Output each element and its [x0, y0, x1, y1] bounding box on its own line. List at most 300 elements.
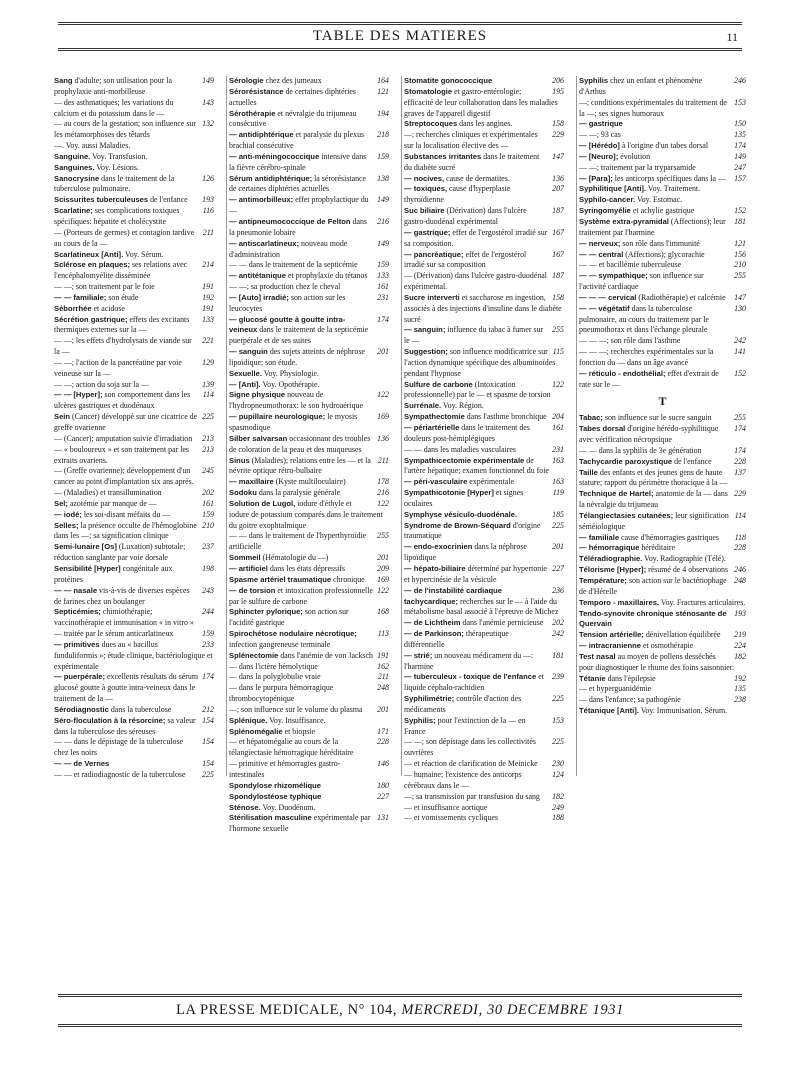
entry-page: 248: [734, 575, 746, 585]
entry-page: 153: [552, 715, 564, 725]
entry-page: 116: [202, 206, 214, 216]
entry-keyword: — — central: [579, 249, 624, 259]
entry-text: — — dans les maladies vasculaires: [404, 444, 516, 454]
entry-page: 202: [552, 618, 564, 628]
entry-keyword: — toxiques,: [404, 184, 448, 194]
entry-text: Voy. Insuffisance.: [269, 715, 326, 725]
entry-text: dues au « bacillus funduliformis »; étude clinique, bactériologique et expérimentale: [54, 639, 213, 671]
entry-keyword: Sommeil: [229, 553, 261, 563]
index-entry: [579, 130, 746, 141]
index-entry: [404, 759, 564, 770]
index-entry: [54, 770, 214, 781]
entry-text: — (Maladies) et transillumination: [54, 488, 162, 498]
entry-keyword: — primitives: [54, 639, 100, 649]
entry-text: Voy. Radiographie (Télé).: [644, 554, 726, 564]
entry-keyword: Sténose.: [229, 802, 261, 812]
entry-page: 164: [377, 76, 389, 85]
entry-keyword: Syphilis: [579, 76, 609, 85]
entry-page: 187: [552, 206, 564, 216]
index-entry: [229, 662, 389, 673]
index-entry: [404, 119, 564, 130]
entry-page: 181: [552, 650, 564, 660]
entry-text: — « bouloureux » et son traitement par les extraits ovariens.: [54, 444, 189, 465]
index-entry: [579, 336, 746, 347]
entry-page: 219: [734, 630, 746, 640]
entry-page: 237: [202, 542, 214, 552]
index-column-1: [54, 76, 214, 1070]
entry-page: 174: [377, 314, 389, 324]
index-entry: [54, 163, 214, 174]
entry-text: son action sur l'acidité gastrique: [229, 607, 349, 628]
entry-keyword: Sphincter pylorique;: [229, 607, 303, 617]
entry-text: — traitée par le sérum anticarlatineux: [54, 629, 174, 639]
entry-page: 228: [377, 737, 389, 747]
entry-text: à l'origine d'un tabes dorsal: [621, 141, 709, 151]
index-column-3: [404, 76, 564, 1070]
entry-text: dans les états dépressifs: [269, 563, 345, 573]
entry-text: leur signification séméiologique: [579, 510, 729, 531]
index-entry: [54, 119, 214, 141]
index-entry: [579, 684, 746, 695]
index-entry: [404, 401, 564, 412]
index-entry: [579, 347, 746, 369]
index-entry: [54, 152, 214, 163]
entry-page: 245: [202, 466, 214, 476]
entry-text: thérapeutique différentielle: [404, 629, 509, 649]
entry-keyword: — [Anti].: [229, 379, 261, 389]
index-entry: [229, 488, 389, 499]
entry-text: résumé de 4 observations: [648, 565, 729, 575]
entry-text: azotémie par manque de —: [69, 498, 157, 508]
footer-text: [58, 1002, 742, 1019]
entry-keyword: Scarlatine;: [54, 206, 93, 216]
entry-page: 122: [377, 390, 389, 400]
entry-keyword: Télangiectasies cutanées;: [579, 510, 674, 520]
entry-keyword: — familiale: [579, 532, 620, 542]
entry-page: 161: [552, 423, 564, 432]
index-entry: [404, 174, 564, 185]
index-entry: [54, 737, 214, 759]
entry-page: 248: [377, 683, 389, 693]
index-entry: [404, 293, 564, 326]
entry-page: 129: [202, 357, 214, 367]
index-entry: [404, 456, 564, 478]
index-entry: [404, 792, 564, 803]
index-entry: [579, 206, 746, 217]
entry-page: 229: [552, 130, 564, 140]
index-entry: [229, 499, 389, 532]
index-entry: [229, 195, 389, 217]
entry-page: 188: [552, 813, 564, 823]
entry-page: 231: [552, 444, 564, 454]
index-entry: [229, 607, 389, 629]
entry-text: — — dans le traitement de l'hyperthyroïdie artificielle: [229, 531, 367, 552]
entry-text: effet de l'ergostérol irradié sur sa composition.: [404, 227, 548, 248]
entry-keyword: Sel;: [54, 498, 68, 508]
index-entry: [404, 271, 564, 293]
entry-text: — —; sa production chez le cheval: [229, 282, 341, 292]
entry-page: 255: [552, 325, 564, 335]
entry-keyword: — — nasale: [54, 585, 98, 595]
entry-text: son comportement dans les ulcères gastriques et duodénaux: [54, 390, 191, 411]
entry-page: 193: [734, 608, 746, 618]
entry-text: et acidose: [93, 303, 125, 313]
entry-page: 122: [552, 379, 564, 389]
index-entry: [54, 98, 214, 120]
entry-page: 202: [202, 488, 214, 498]
entry-keyword: Signe physique: [229, 390, 286, 400]
entry-page: 242: [734, 336, 746, 346]
entry-page: 204: [552, 412, 564, 422]
entry-page: 213: [202, 433, 214, 443]
index-entry: [54, 304, 214, 315]
column-divider: [576, 76, 577, 776]
index-entry: [404, 629, 564, 651]
entry-page: 162: [377, 661, 389, 671]
entry-text: —; conditions expérimentales du traitement de la —; ses signes humoraux: [579, 97, 727, 118]
index-entry: [404, 542, 564, 564]
entry-page: 230: [552, 759, 564, 769]
index-entry: [54, 564, 214, 586]
entry-text: — et hyperguanidémie: [579, 684, 652, 694]
index-entry: [404, 152, 564, 174]
entry-keyword: Spondylose rhizomélique: [229, 780, 321, 790]
entry-page: 185: [552, 509, 564, 519]
entry-page: 149: [377, 238, 389, 248]
index-entry: [579, 468, 746, 490]
entry-keyword: Sang: [54, 76, 73, 85]
entry-keyword: Stomatologie: [404, 86, 453, 96]
entry-text: son étude: [108, 292, 139, 302]
index-entry: [579, 576, 746, 598]
index-entry: [229, 130, 389, 152]
entry-page: 133: [377, 271, 389, 281]
index-entry: [54, 76, 214, 98]
entry-keyword: Sulfure de carbone: [404, 379, 473, 389]
entry-text: occasionnant des troubles de coloration de la peau et des muqueuses: [229, 433, 371, 454]
entry-page: 178: [377, 477, 389, 487]
entry-page: 138: [377, 173, 389, 183]
index-entry: [54, 705, 214, 716]
entry-page: 158: [552, 292, 564, 302]
entry-page: 216: [377, 216, 389, 226]
index-entry: [579, 641, 746, 652]
index-entry: [579, 565, 746, 576]
entry-keyword: Sanocrysine: [54, 173, 100, 183]
entry-keyword: Tendo-synovite chronique sténosante de Quervain: [579, 608, 727, 629]
entry-text: des enfants et des jeunes gens de haute stature; rapport du périmètre thoracique à la —: [579, 467, 728, 488]
index-entry: [579, 271, 746, 293]
index-entry: [54, 466, 214, 488]
index-entry: [54, 336, 214, 358]
entry-keyword: Semi-lunaire [Os]: [54, 542, 117, 552]
entry-keyword: — strié;: [404, 650, 433, 660]
index-entry: [54, 672, 214, 705]
index-entry: [404, 803, 564, 814]
index-entry: [54, 195, 214, 206]
entry-text: au moyen de pollens desséchés pour diagnostiquer le rhume des foins saisonnier.: [579, 651, 734, 672]
entry-page: 246: [734, 76, 746, 85]
footer-rule: [58, 994, 742, 997]
entry-text: et névralgie du trijumeau consécutive: [229, 108, 357, 129]
entry-page: 149: [734, 151, 746, 161]
index-entry: [229, 315, 389, 348]
entry-page: 156: [734, 249, 746, 259]
entry-text: — et hépatomégalie au cours de la télangiectasie hémorragique héréditaire: [229, 737, 354, 758]
page-number: 11: [726, 30, 738, 44]
entry-text: — — —; son rôle dans l'asthme: [579, 336, 681, 346]
entry-text: Voy. Région.: [443, 401, 484, 411]
entry-text: son action sur le bactériophage de d'Hérelle: [579, 575, 727, 596]
entry-page: 154: [202, 715, 214, 725]
page-header: [58, 22, 742, 48]
entry-text: et paralysie du plexus brachial consécutive: [229, 130, 365, 151]
index-entry: [54, 434, 214, 445]
entry-page: 141: [734, 347, 746, 357]
entry-keyword: Sucre interverti: [404, 292, 460, 302]
entry-keyword: — antipneumococcique de Felton: [229, 216, 351, 226]
entry-page: 113: [377, 629, 389, 639]
entry-page: 118: [734, 532, 746, 542]
entry-keyword: — iodé;: [54, 509, 82, 519]
entry-keyword: — pancréatique;: [404, 249, 464, 259]
entry-text: d'origine traumatique: [404, 520, 541, 541]
entry-page: 167: [552, 227, 564, 237]
entry-page: 255: [734, 413, 746, 423]
entry-page: 225: [552, 520, 564, 530]
entry-text: Voy. Transfusion.: [92, 151, 148, 161]
entry-page: 224: [734, 641, 746, 651]
index-entry: [229, 456, 389, 478]
index-entry: [404, 184, 564, 206]
index-entry: [579, 195, 746, 206]
entry-keyword: — puerpérale;: [54, 672, 106, 682]
entry-keyword: Sein: [54, 412, 71, 422]
index-entry: [404, 325, 564, 347]
entry-page: 167: [552, 249, 564, 259]
index-column-4: [579, 76, 746, 1070]
entry-text: — primitive et hémorragies gastro-intestinales: [229, 759, 341, 779]
entry-text: déterminé par hypertonie et hypercinésie de la vésicule: [404, 563, 547, 584]
entry-text: Voy. Estomac.: [636, 195, 683, 205]
entry-text: les anticorps spécifiques dans la —: [614, 173, 726, 183]
entry-page: 209: [377, 563, 389, 573]
index-entry: [229, 737, 389, 759]
entry-text: chez des jumeaux: [265, 76, 322, 85]
index-entry: [579, 543, 746, 554]
entry-text: chronique: [333, 574, 365, 584]
entry-text: congénitale aux protéines: [54, 563, 173, 584]
entry-text: — —; les effets d'hydrolysats de viande sur la —: [54, 336, 192, 357]
index-entry: [579, 598, 746, 609]
entry-page: 211: [202, 227, 214, 237]
entry-keyword: Système extra-pyramidal: [579, 216, 669, 226]
entry-text: (Radiothérapie) et calcémie: [638, 292, 726, 302]
entry-text: dans la néphrose lipoïdique: [404, 542, 527, 563]
entry-keyword: Sclérose en plaques;: [54, 260, 130, 270]
entry-text: dans la tuberculose: [110, 704, 172, 714]
entry-keyword: Splénomégalie: [229, 726, 283, 736]
index-entry: [579, 413, 746, 424]
entry-page: 169: [377, 412, 389, 422]
entry-text: expérimentale: [469, 477, 514, 487]
index-entry: [579, 695, 746, 706]
index-entry: [579, 174, 746, 185]
entry-page: 130: [734, 303, 746, 313]
entry-page: 210: [202, 520, 214, 530]
entry-keyword: Sympathectomie: [404, 412, 465, 422]
entry-page: 136: [552, 173, 564, 183]
entry-page: 152: [734, 368, 746, 378]
entry-page: 124: [552, 770, 564, 779]
index-entry: [229, 174, 389, 196]
entry-keyword: — maxillaire: [229, 477, 274, 487]
entry-keyword: — — de Vernes: [54, 759, 110, 769]
entry-page: 181: [734, 216, 746, 226]
entry-keyword: Séro-floculation à la résorcine;: [54, 715, 166, 725]
entry-page: 139: [202, 379, 214, 389]
index-entry: [229, 282, 389, 293]
index-entry: [579, 554, 746, 565]
entry-keyword: — antidiphtérique: [229, 130, 294, 140]
entry-page: 227: [552, 563, 564, 573]
entry-text: dans les angines.: [459, 119, 513, 129]
entry-text: dans le traitement de la septicémie puerpérale et de ses suites: [229, 325, 369, 346]
entry-text: — dans l'ictère hémolytique: [229, 661, 318, 671]
entry-page: 153: [734, 97, 746, 107]
entry-keyword: Selles;: [54, 520, 79, 530]
index-entry: [404, 651, 564, 673]
entry-text: — —; son dépistage dans les collectivités ouvrières: [404, 737, 536, 758]
entry-text: cause d'hémorragies gastriques: [621, 532, 719, 542]
entry-page: 182: [734, 651, 746, 661]
entry-page: 201: [377, 553, 389, 563]
entry-keyword: Tension artérielle;: [579, 630, 644, 640]
entry-text: — (Dérivation) dans l'ulcère gastro-duodénal expérimental.: [404, 271, 547, 292]
entry-keyword: Suggestion;: [404, 347, 448, 357]
entry-text: — et insuffisance aortique: [404, 802, 488, 812]
entry-text: évolution: [620, 151, 651, 161]
index-entry: [579, 652, 746, 674]
index-entry: [54, 521, 214, 543]
entry-keyword: Taille: [579, 467, 598, 477]
entry-page: 213: [202, 444, 214, 454]
entry-text: Voy. Sérum.: [125, 249, 164, 259]
entry-keyword: Scarlatineux [Anti].: [54, 249, 124, 259]
index-entry: [404, 206, 564, 228]
entry-page: 225: [202, 412, 214, 422]
entry-keyword: Sanguines.: [54, 162, 95, 172]
index-entry: [579, 511, 746, 533]
entry-page: 211: [377, 672, 389, 682]
entry-keyword: — — familiale;: [54, 292, 107, 302]
entry-page: 233: [202, 639, 214, 649]
entry-keyword: Spasme artériel traumatique: [229, 574, 332, 584]
index-entry: [229, 380, 389, 391]
index-entry: [54, 412, 214, 434]
entry-keyword: Tabes dorsal: [579, 424, 626, 434]
entry-page: 192: [202, 292, 214, 302]
entry-text: son influence sur l'activité cardiaque: [579, 271, 704, 292]
entry-page: 168: [377, 607, 389, 617]
index-entry: [229, 152, 389, 174]
entry-keyword: — nocives,: [404, 173, 445, 183]
entry-page: 236: [552, 585, 564, 595]
index-entry: [54, 759, 214, 770]
entry-text: intensive dans la fièvre cérébro-spinale: [229, 151, 367, 172]
column-divider: [226, 76, 227, 776]
index-entry: [404, 488, 564, 510]
entry-keyword: Téléradiographie.: [579, 554, 643, 564]
index-entry: [54, 542, 214, 564]
entry-keyword: — antitétanique: [229, 271, 286, 281]
entry-keyword: Spondylostéose typhique: [229, 791, 322, 801]
entry-page: 246: [734, 565, 746, 575]
entry-page: 216: [377, 488, 389, 498]
entry-keyword: Sanguine.: [54, 151, 91, 161]
index-entry: [404, 618, 564, 629]
entry-keyword: Sécrétion gastrique;: [54, 314, 128, 324]
index-entry: [404, 521, 564, 543]
entry-keyword: Streptocoques: [404, 119, 458, 129]
entry-keyword: Sensibilité [Hyper]: [54, 563, 121, 573]
index-entry: [229, 87, 389, 109]
index-entry: [579, 630, 746, 641]
entry-keyword: Surrénale.: [404, 401, 442, 411]
entry-page: 114: [734, 510, 746, 520]
entry-text: le myosis spasmodique: [229, 412, 358, 432]
entry-page: 152: [734, 206, 746, 216]
column-divider: [401, 76, 402, 776]
entry-text: —; sa transmission par transfusion du sang: [404, 791, 540, 801]
entry-keyword: Tétanie: [579, 673, 606, 683]
index-entry: [404, 250, 564, 272]
entry-page: 229: [734, 489, 746, 499]
index-entry: [229, 293, 389, 315]
entry-keyword: — [Para];: [579, 173, 613, 183]
entry-text: de l'enfance: [674, 456, 712, 466]
index-entry: [579, 457, 746, 468]
entry-keyword: Sérologie: [229, 76, 264, 85]
entry-text: Voy. Duodénum.: [262, 802, 316, 812]
entry-page: 207: [552, 184, 564, 194]
entry-page: 135: [734, 130, 746, 140]
index-entry: [229, 781, 389, 792]
entry-text: et signes oculaires: [404, 488, 524, 508]
entry-keyword: Sinus: [229, 455, 250, 465]
index-entry: [229, 76, 389, 87]
entry-text: des sujets atteints de néphrose lipoïdique; son étude.: [229, 347, 365, 367]
entry-page: 114: [202, 390, 214, 400]
entry-keyword: — tuberculeux - toxique de l'enfance: [404, 672, 537, 682]
index-entry: [229, 271, 389, 282]
entry-keyword: — sanguin;: [404, 325, 446, 335]
entry-keyword: — — [Hyper];: [54, 390, 103, 400]
entry-page: 161: [377, 282, 389, 292]
entry-text: (Intoxication professionnelle) par le — et spasme de torsion: [404, 379, 551, 400]
entry-keyword: — sanguin: [229, 347, 268, 357]
entry-page: 198: [202, 563, 214, 573]
entry-page: 174: [734, 141, 746, 151]
entry-page: 218: [377, 130, 389, 140]
entry-text: — — —; recherches expérimentales sur la fonction du — dans un âge avancé: [579, 347, 714, 367]
index-entry: [229, 109, 389, 131]
entry-text: dans l'anémie pernicieuse: [462, 618, 544, 628]
entry-keyword: Syphilitique [Anti].: [579, 184, 647, 194]
index-entry: [54, 228, 214, 250]
index-entry: [229, 629, 389, 651]
entry-page: 244: [202, 607, 214, 617]
